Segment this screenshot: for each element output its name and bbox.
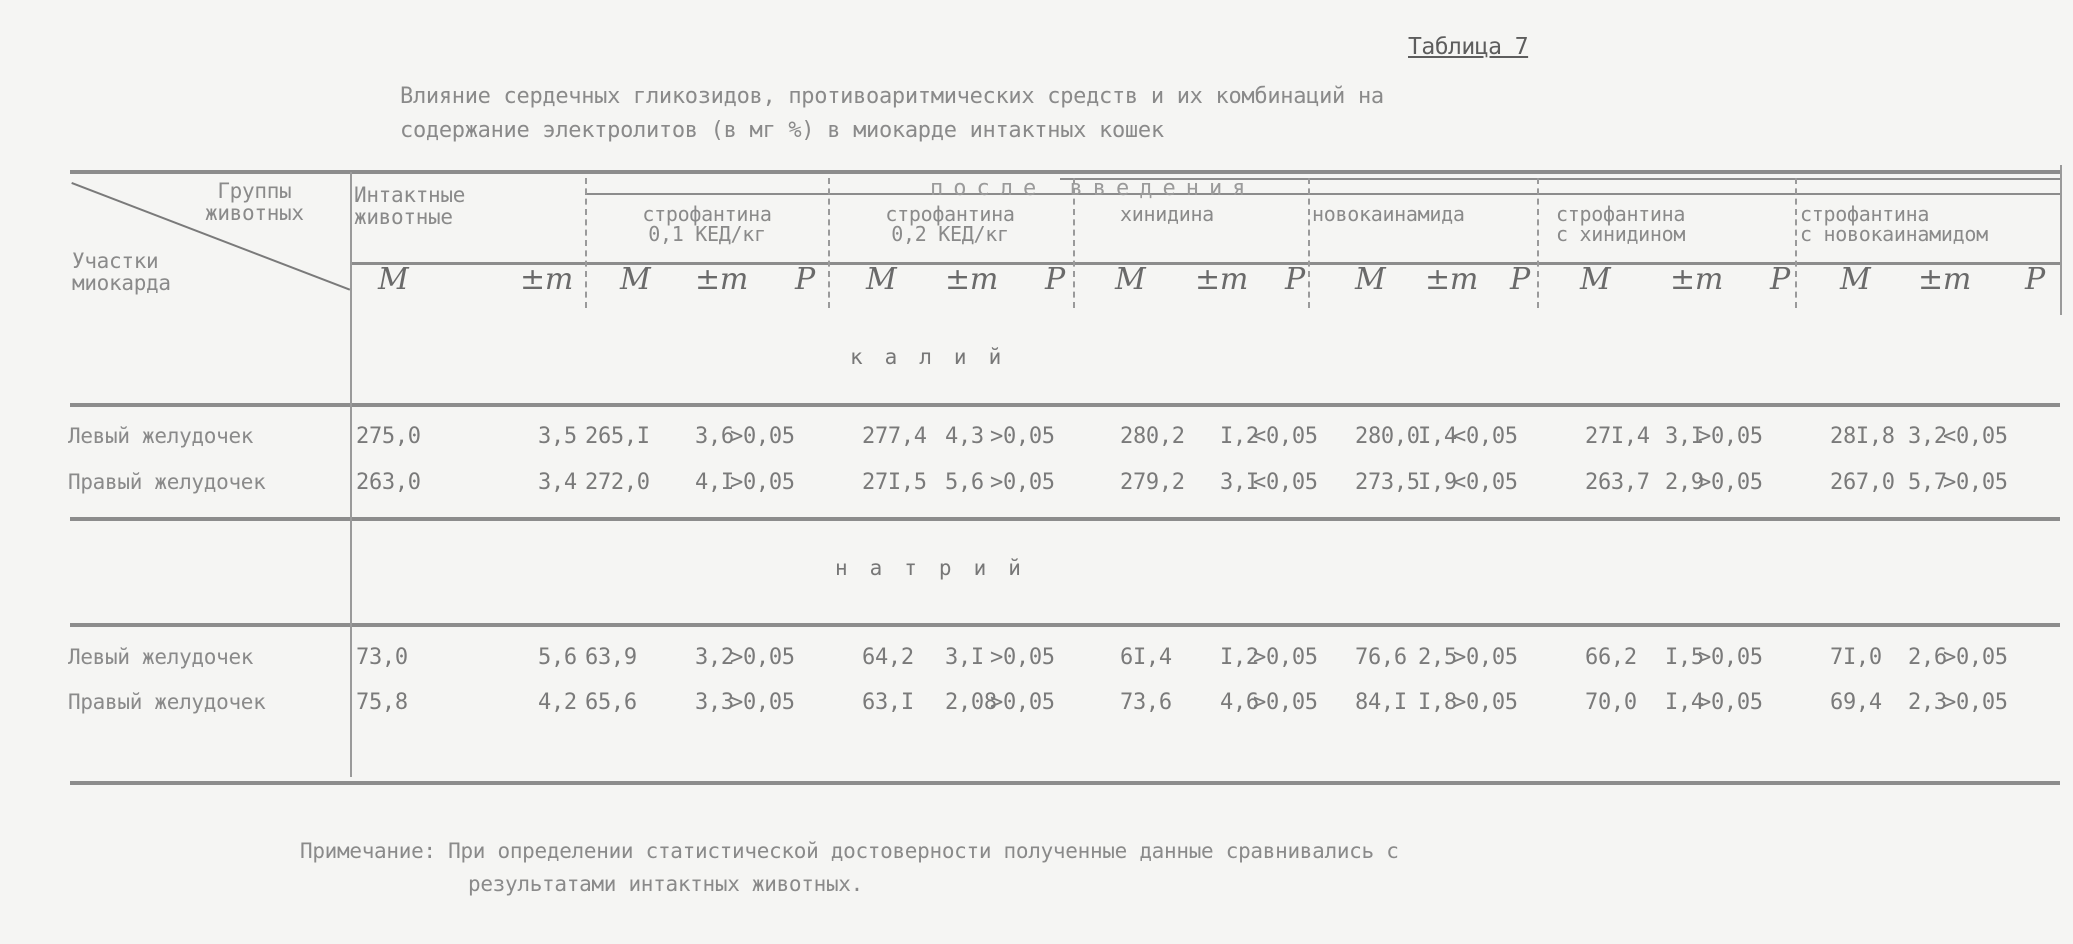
table-rule <box>585 193 2060 195</box>
group-header-2: строфантина 0,2 КЕД/кг <box>885 202 1015 246</box>
cell-m: 3,2 <box>1908 424 1947 449</box>
cell-P: >0,05 <box>730 690 795 715</box>
title-line-1: Влияние сердечных гликозидов, противоаритмических средств и их комбинаций на <box>400 84 1384 109</box>
cell-P: >0,05 <box>1943 690 2008 715</box>
cell-M: 28I,8 <box>1830 424 1895 449</box>
row-label: Левый желудочек <box>68 645 254 669</box>
table-rule <box>2060 165 2062 315</box>
intact-m: 4,2 <box>538 690 577 715</box>
cell-P: >0,05 <box>730 424 795 449</box>
cell-P: >0,05 <box>1253 645 1318 670</box>
table-rule <box>350 172 352 777</box>
cell-m: 3,I <box>945 645 984 670</box>
cell-M: 280,2 <box>1120 424 1185 449</box>
cell-M: 63,I <box>862 690 914 715</box>
row-label: Правый желудочек <box>68 470 266 494</box>
group-header-3: хинидина <box>1120 202 1214 226</box>
group-header-6: строфантина с новокаинамидом <box>1800 202 1988 246</box>
cell-M: 73,6 <box>1120 690 1172 715</box>
cell-m: 2,3 <box>1908 690 1947 715</box>
groups-label: Группы животных <box>205 179 304 225</box>
cell-m: 3,6 <box>695 424 734 449</box>
cell-m: 4,6 <box>1220 690 1259 715</box>
cell-P: >0,05 <box>1698 645 1763 670</box>
cell-P: <0,05 <box>1253 424 1318 449</box>
intact-M: 73,0 <box>356 645 408 670</box>
stat-M-intact: М <box>378 262 409 297</box>
stat-P-5: P <box>1770 262 1790 297</box>
stat-P-1: P <box>795 262 815 297</box>
intact-m: 5,6 <box>538 645 577 670</box>
stat-m-2: ±m <box>945 262 998 297</box>
cell-M: 273,5 <box>1355 470 1420 495</box>
cell-m: 5,6 <box>945 470 984 495</box>
table-rule <box>70 403 2060 407</box>
stat-m-6: ±m <box>1918 262 1971 297</box>
cell-m: 3,3 <box>695 690 734 715</box>
table-rule <box>70 170 2060 174</box>
row-label: Правый желудочек <box>68 690 266 714</box>
cell-m: I,2 <box>1220 424 1259 449</box>
cell-M: 84,I <box>1355 690 1407 715</box>
cell-P: >0,05 <box>990 424 1055 449</box>
cell-M: 279,2 <box>1120 470 1185 495</box>
intact-m: 3,4 <box>538 470 577 495</box>
footnote-line-1: Примечание: При определении статистической достоверности полученные данные сравнивались с <box>300 839 1399 863</box>
column-separator <box>585 178 587 308</box>
cell-M: 263,7 <box>1585 470 1650 495</box>
table-title <box>400 80 1600 148</box>
row-label: Левый желудочек <box>68 424 254 448</box>
cell-m: I,2 <box>1220 645 1259 670</box>
stat-m-intact: ±m <box>520 262 573 297</box>
cell-M: 65,6 <box>585 690 637 715</box>
footnote-line-2: результатами интактных животных. <box>468 872 863 896</box>
cell-M: 272,0 <box>585 470 650 495</box>
footnote <box>300 835 1399 901</box>
cell-m: 2,5 <box>1418 645 1457 670</box>
cell-P: >0,05 <box>1698 424 1763 449</box>
cell-P: >0,05 <box>730 470 795 495</box>
cell-m: 2,6 <box>1908 645 1947 670</box>
cell-M: 27I,4 <box>1585 424 1650 449</box>
column-separator <box>1537 178 1539 308</box>
cell-m: 2,08 <box>945 690 997 715</box>
cell-m: 3,I <box>1665 424 1704 449</box>
cell-m: 3,2 <box>695 645 734 670</box>
cell-P: <0,05 <box>1943 424 2008 449</box>
intact-M: 263,0 <box>356 470 421 495</box>
cell-M: 267,0 <box>1830 470 1895 495</box>
cell-P: >0,05 <box>990 470 1055 495</box>
cell-M: 64,2 <box>862 645 914 670</box>
cell-P: >0,05 <box>1253 690 1318 715</box>
stat-M-4: М <box>1355 262 1386 297</box>
cell-P: >0,05 <box>1943 645 2008 670</box>
table-rule <box>70 623 2060 627</box>
cell-P: >0,05 <box>1943 470 2008 495</box>
cell-m: 4,I <box>695 470 734 495</box>
group-header-5: строфантина с хинидином <box>1556 202 1686 246</box>
section-title-2: натрий <box>835 556 1043 580</box>
stat-P-4: P <box>1510 262 1530 297</box>
cell-m: I,9 <box>1418 470 1457 495</box>
cell-P: >0,05 <box>990 690 1055 715</box>
stat-m-3: ±m <box>1195 262 1248 297</box>
cell-M: 76,6 <box>1355 645 1407 670</box>
stat-M-6: М <box>1840 262 1871 297</box>
stat-P-2: P <box>1045 262 1065 297</box>
cell-M: 70,0 <box>1585 690 1637 715</box>
intact-M: 275,0 <box>356 424 421 449</box>
cell-M: 280,0 <box>1355 424 1420 449</box>
cell-M: 66,2 <box>1585 645 1637 670</box>
stat-m-5: ±m <box>1670 262 1723 297</box>
cell-m: I,5 <box>1665 645 1704 670</box>
cell-M: 69,4 <box>1830 690 1882 715</box>
intact-header: Интактные животные <box>354 183 466 229</box>
intact-M: 75,8 <box>356 690 408 715</box>
section-title-1: калий <box>850 345 1024 369</box>
stat-m-1: ±m <box>695 262 748 297</box>
stat-M-5: М <box>1580 262 1611 297</box>
stat-M-3: М <box>1115 262 1146 297</box>
cell-M: 27I,5 <box>862 470 927 495</box>
after-introduction-header: после введения <box>930 176 1256 201</box>
stat-P-6: P <box>2025 262 2045 297</box>
stat-P-3: P <box>1285 262 1305 297</box>
cell-P: <0,05 <box>1453 470 1518 495</box>
cell-M: 63,9 <box>585 645 637 670</box>
cell-M: 7I,0 <box>1830 645 1882 670</box>
cell-m: I,8 <box>1418 690 1457 715</box>
cell-m: 3,I <box>1220 470 1259 495</box>
table-rule <box>70 517 2060 521</box>
cell-m: 4,3 <box>945 424 984 449</box>
cell-M: 277,4 <box>862 424 927 449</box>
cell-P: >0,05 <box>730 645 795 670</box>
table-number: Таблица 7 <box>1408 34 1529 60</box>
table-rule <box>70 781 2060 785</box>
cell-M: 265,I <box>585 424 650 449</box>
cell-P: >0,05 <box>990 645 1055 670</box>
stat-M-1: М <box>620 262 651 297</box>
cell-m: 5,7 <box>1908 470 1947 495</box>
stat-m-4: ±m <box>1425 262 1478 297</box>
cell-P: >0,05 <box>1453 645 1518 670</box>
column-separator <box>1795 178 1797 308</box>
title-line-2: содержание электролитов (в мг %) в миокарде интактных кошек <box>400 118 1164 143</box>
cell-P: <0,05 <box>1253 470 1318 495</box>
cell-m: I,4 <box>1418 424 1457 449</box>
group-header-1: строфантина 0,1 КЕД/кг <box>642 202 772 246</box>
stat-M-2: М <box>866 262 897 297</box>
cell-m: I,4 <box>1665 690 1704 715</box>
cell-P: <0,05 <box>1453 424 1518 449</box>
cell-P: >0,05 <box>1453 690 1518 715</box>
cell-P: >0,05 <box>1698 690 1763 715</box>
cell-m: 2,9 <box>1665 470 1704 495</box>
cell-P: >0,05 <box>1698 470 1763 495</box>
group-header-4: новокаинамида <box>1312 202 1465 226</box>
column-separator <box>1308 178 1310 308</box>
intact-m: 3,5 <box>538 424 577 449</box>
sections-label: Участки миокарда <box>72 249 171 295</box>
cell-M: 6I,4 <box>1120 645 1172 670</box>
column-separator <box>828 178 830 308</box>
